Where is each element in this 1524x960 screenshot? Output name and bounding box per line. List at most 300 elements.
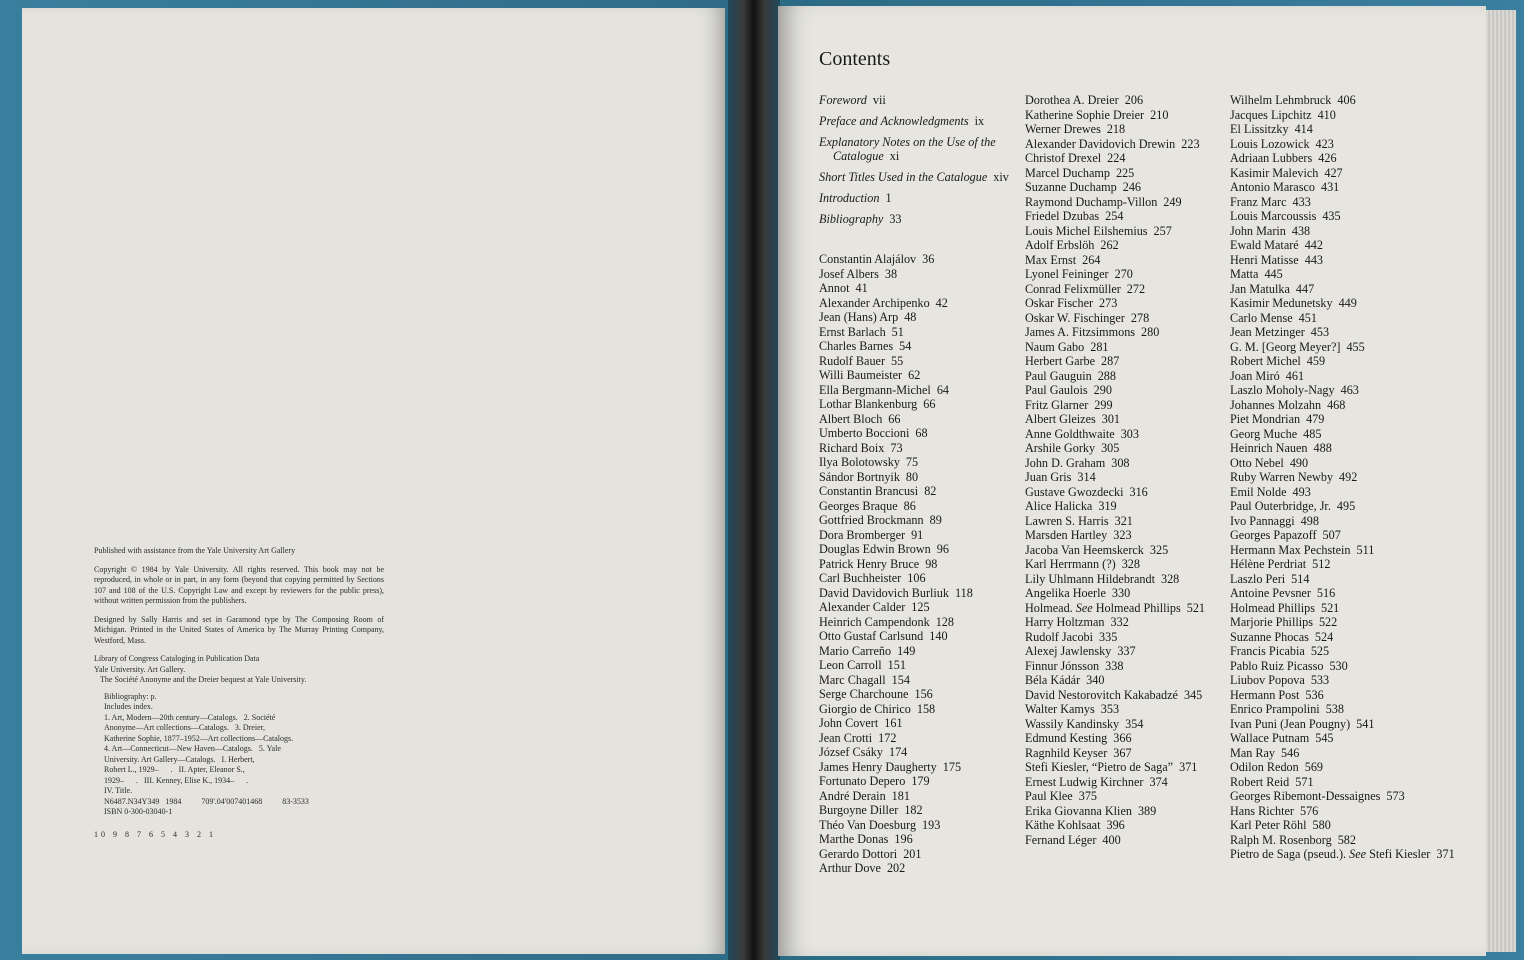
entry-name: Paul Outerbridge, Jr. bbox=[1230, 499, 1331, 513]
contents-entry[interactable] bbox=[1230, 122, 1455, 137]
entry-page: 375 bbox=[1078, 789, 1098, 803]
contents-entry[interactable] bbox=[819, 731, 1019, 746]
contents-entry[interactable] bbox=[1230, 485, 1455, 500]
entry-name: Fritz Glarner bbox=[1025, 397, 1089, 412]
contents-entry[interactable] bbox=[819, 383, 1019, 398]
entry-page: 374 bbox=[1149, 774, 1168, 789]
entry-page: 75 bbox=[905, 455, 919, 469]
contents-entry[interactable] bbox=[1025, 485, 1230, 500]
entry-page: 41 bbox=[855, 281, 868, 295]
contents-entry[interactable] bbox=[819, 615, 1019, 630]
entry-page: 303 bbox=[1120, 426, 1139, 441]
contents-entry[interactable] bbox=[819, 281, 1019, 296]
entry-name: Suzanne Phocas bbox=[1230, 629, 1309, 644]
contents-entry[interactable] bbox=[1025, 572, 1230, 587]
contents-entry[interactable] bbox=[819, 252, 1019, 267]
contents-entry[interactable] bbox=[819, 658, 1019, 673]
contents-entry[interactable] bbox=[1230, 238, 1455, 253]
contents-entry[interactable] bbox=[1230, 514, 1455, 529]
contents-entry[interactable] bbox=[1025, 514, 1230, 529]
entry-page: 290 bbox=[1093, 383, 1112, 397]
contents-entry[interactable] bbox=[819, 267, 1019, 282]
entry-name: Karl Peter Röhl bbox=[1230, 818, 1307, 832]
entry-name: Lyonel Feininger bbox=[1025, 267, 1109, 281]
contents-entry[interactable] bbox=[1230, 441, 1455, 456]
contents-entry[interactable] bbox=[1230, 630, 1455, 645]
entry-page: 546 bbox=[1281, 745, 1300, 760]
entry-name: Conrad Felixmüller bbox=[1025, 281, 1121, 296]
entry-page: 389 bbox=[1137, 803, 1157, 818]
contents-entry[interactable] bbox=[1025, 180, 1230, 195]
contents-entry[interactable] bbox=[819, 339, 1019, 354]
entry-name: Wassily Kandinsky bbox=[1025, 716, 1120, 731]
entry-name: Angelika Hoerle bbox=[1025, 586, 1106, 600]
entry-name: Max Ernst bbox=[1025, 252, 1077, 267]
entry-name: Otto Nebel bbox=[1230, 455, 1284, 470]
contents-entry[interactable] bbox=[819, 818, 1019, 833]
entry-page: 423 bbox=[1315, 136, 1334, 151]
entry-name: Walter Kamys bbox=[1025, 702, 1095, 716]
contents-entry[interactable] bbox=[1230, 369, 1455, 384]
entry-name: Josef Albers bbox=[819, 266, 879, 281]
entry-name: Jean (Hans) Arp bbox=[819, 310, 899, 324]
entry-name: Ilya Bolotowsky bbox=[819, 455, 900, 469]
contents-entry[interactable] bbox=[1230, 151, 1455, 166]
contents-entry[interactable] bbox=[1230, 311, 1455, 326]
contents-entry[interactable] bbox=[1025, 325, 1230, 340]
contents-entry[interactable] bbox=[1025, 354, 1230, 369]
entry-page: 516 bbox=[1316, 586, 1336, 600]
contents-entry[interactable] bbox=[1230, 253, 1455, 268]
entry-name: Antoine Pevsner bbox=[1230, 586, 1311, 600]
entry-name: Ruby Warren Newby bbox=[1230, 470, 1334, 484]
entry-page: 498 bbox=[1300, 513, 1319, 528]
entry-page: 218 bbox=[1106, 122, 1126, 136]
contents-entry[interactable] bbox=[1230, 804, 1455, 819]
entry-name: Arshile Gorky bbox=[1025, 441, 1096, 455]
contents-entry[interactable] bbox=[1230, 601, 1455, 616]
contents-entry[interactable] bbox=[819, 296, 1019, 311]
contents-entry[interactable] bbox=[819, 441, 1019, 456]
entry-page: 337 bbox=[1117, 644, 1136, 658]
contents-entry[interactable] bbox=[819, 803, 1019, 818]
contents-entry[interactable] bbox=[1025, 282, 1230, 297]
entry-page: 181 bbox=[891, 788, 910, 803]
entry-name: G. M. [Georg Meyer?] bbox=[1230, 339, 1341, 354]
contents-entry[interactable] bbox=[1230, 325, 1455, 340]
entry-page: 447 bbox=[1295, 281, 1315, 296]
see-target: Holmead Phillips bbox=[1095, 600, 1181, 615]
entry-name: Paul Gaulois bbox=[1025, 383, 1088, 397]
contents-entry[interactable] bbox=[1025, 557, 1230, 572]
contents-entry[interactable] bbox=[1025, 789, 1230, 804]
contents-entry[interactable] bbox=[1025, 586, 1230, 601]
front-matter-label: Bibliography bbox=[819, 212, 884, 226]
contents-entry[interactable] bbox=[1025, 601, 1230, 616]
contents-entry[interactable] bbox=[1025, 543, 1230, 558]
contents-entry[interactable] bbox=[1230, 180, 1455, 195]
contents-entry[interactable] bbox=[1025, 398, 1230, 413]
contents-entry[interactable] bbox=[819, 832, 1019, 847]
entry-name: Francis Picabia bbox=[1230, 644, 1305, 658]
contents-entry[interactable] bbox=[1025, 731, 1230, 746]
entry-name: Erika Giovanna Klien bbox=[1025, 803, 1132, 818]
contents-entry[interactable] bbox=[1230, 644, 1455, 659]
contents-entry[interactable] bbox=[819, 397, 1019, 412]
contents-entry[interactable] bbox=[819, 571, 1019, 586]
entry-name: Matta bbox=[1230, 267, 1259, 281]
contents-entry[interactable] bbox=[1230, 847, 1455, 862]
entry-page: 445 bbox=[1264, 267, 1283, 281]
contents-entry[interactable] bbox=[1025, 702, 1230, 717]
contents-entry[interactable] bbox=[1230, 731, 1455, 746]
entry-name: Ernest Ludwig Kirchner bbox=[1025, 774, 1144, 789]
entry-page: 524 bbox=[1314, 629, 1334, 644]
entry-page: 453 bbox=[1310, 325, 1330, 339]
entry-page: 449 bbox=[1338, 296, 1357, 310]
contents-entry[interactable] bbox=[1230, 746, 1455, 761]
contents-entry[interactable] bbox=[1025, 369, 1230, 384]
contents-entry[interactable] bbox=[1230, 470, 1455, 485]
contents-entry[interactable] bbox=[1025, 717, 1230, 732]
cip-line: ISBN 0-300-03040-1 bbox=[104, 807, 173, 816]
contents-entry[interactable] bbox=[1230, 543, 1455, 558]
entry-name: Stefi Kiesler, “Pietro de Saga” bbox=[1025, 760, 1174, 774]
contents-entry[interactable] bbox=[1025, 688, 1230, 703]
contents-entry[interactable] bbox=[819, 368, 1019, 383]
contents-entry[interactable] bbox=[819, 325, 1019, 340]
contents-entry[interactable] bbox=[819, 600, 1019, 615]
entry-page: 442 bbox=[1304, 238, 1323, 252]
entry-page: 410 bbox=[1317, 107, 1336, 122]
contents-entry[interactable] bbox=[819, 789, 1019, 804]
entry-page: 455 bbox=[1346, 339, 1365, 354]
contents-entry[interactable] bbox=[1230, 789, 1455, 804]
entry-page: 262 bbox=[1100, 238, 1119, 252]
contents-entry[interactable] bbox=[819, 354, 1019, 369]
entry-page: 128 bbox=[935, 614, 954, 629]
contents-entry[interactable] bbox=[819, 557, 1019, 572]
entry-name: Fortunato Depero bbox=[819, 774, 906, 788]
entry-page: 73 bbox=[890, 440, 903, 455]
entry-page: 96 bbox=[936, 542, 949, 556]
entry-name: Man Ray bbox=[1230, 745, 1276, 760]
contents-entry[interactable] bbox=[1025, 760, 1230, 775]
entry-page: 193 bbox=[922, 817, 941, 832]
entry-page: 140 bbox=[929, 629, 948, 643]
contents-entry[interactable] bbox=[819, 629, 1019, 644]
entry-page: 288 bbox=[1097, 368, 1116, 383]
entry-page: 316 bbox=[1129, 484, 1148, 499]
entry-name: Marthe Donas bbox=[819, 832, 889, 846]
see-target: Stefi Kiesler bbox=[1369, 847, 1431, 861]
entry-name: Finnur Jónsson bbox=[1025, 658, 1100, 673]
contents-entry[interactable] bbox=[1025, 311, 1230, 326]
entry-name: Louis Michel Eilshemius bbox=[1025, 223, 1148, 238]
contents-entry[interactable] bbox=[1025, 122, 1230, 137]
contents-entry[interactable] bbox=[1230, 398, 1455, 413]
contents-entry[interactable] bbox=[1230, 818, 1455, 833]
contents-entry[interactable] bbox=[819, 861, 1019, 876]
contents-entry[interactable] bbox=[1025, 383, 1230, 398]
contents-entry[interactable] bbox=[1025, 746, 1230, 761]
contents-entry[interactable] bbox=[1230, 108, 1455, 123]
front-matter-page: vii bbox=[872, 93, 886, 107]
contents-entry[interactable] bbox=[1230, 354, 1455, 369]
contents-entry[interactable] bbox=[1025, 166, 1230, 181]
contents-entry[interactable] bbox=[1025, 412, 1230, 427]
contents-entry[interactable] bbox=[819, 542, 1019, 557]
entry-page: 82 bbox=[924, 484, 937, 498]
entry-page: 225 bbox=[1115, 165, 1135, 180]
entry-name: Arthur Dove bbox=[819, 861, 881, 875]
entry-name: Werner Drewes bbox=[1025, 122, 1101, 136]
contents-column-3 bbox=[1230, 93, 1455, 862]
contents-entry[interactable] bbox=[819, 455, 1019, 470]
contents-entry[interactable] bbox=[1025, 775, 1230, 790]
contents-entry[interactable] bbox=[1025, 470, 1230, 485]
entry-page: 151 bbox=[887, 658, 906, 672]
contents-entry[interactable] bbox=[819, 484, 1019, 499]
contents-entry[interactable] bbox=[1230, 224, 1455, 239]
contents-entry[interactable] bbox=[1025, 644, 1230, 659]
entry-name: Franz Marc bbox=[1230, 194, 1287, 209]
entry-page: 507 bbox=[1322, 528, 1341, 542]
entry-name: Christof Drexel bbox=[1025, 151, 1102, 165]
contents-entry[interactable] bbox=[1230, 340, 1455, 355]
contents-entry[interactable] bbox=[819, 528, 1019, 543]
contents-entry[interactable] bbox=[1025, 238, 1230, 253]
front-matter-page: xi bbox=[889, 149, 900, 163]
front-matter-label: Explanatory Notes on the Use of the Catalogue bbox=[819, 135, 996, 163]
entry-page: 545 bbox=[1315, 731, 1334, 745]
entry-page: 158 bbox=[916, 701, 936, 716]
entry-name: Gottfried Brockmann bbox=[819, 513, 924, 527]
contents-entry[interactable] bbox=[819, 644, 1019, 659]
contents-entry[interactable] bbox=[819, 702, 1019, 717]
contents-entry[interactable] bbox=[1025, 296, 1230, 311]
entry-name: Wallace Putnam bbox=[1230, 731, 1310, 745]
contents-entry[interactable] bbox=[1025, 456, 1230, 471]
contents-entry[interactable] bbox=[1230, 688, 1455, 703]
cip-line: Katherine Sophie, 1877–1952—Art collections—Catalogs. bbox=[104, 733, 294, 743]
contents-entry[interactable] bbox=[1025, 833, 1230, 848]
entry-name: Johannes Molzahn bbox=[1230, 397, 1322, 412]
contents-entry[interactable] bbox=[1230, 456, 1455, 471]
contents-entry[interactable] bbox=[1230, 615, 1455, 630]
entry-page: 433 bbox=[1292, 194, 1311, 209]
contents-entry[interactable] bbox=[1230, 572, 1455, 587]
entry-page: 210 bbox=[1150, 107, 1169, 122]
contents-entry[interactable] bbox=[819, 513, 1019, 528]
contents-entry[interactable] bbox=[819, 847, 1019, 862]
contents-entry[interactable] bbox=[819, 412, 1019, 427]
contents-entry[interactable] bbox=[1230, 528, 1455, 543]
contents-entry[interactable] bbox=[1230, 209, 1455, 224]
contents-entry[interactable] bbox=[1025, 108, 1230, 123]
contents-entry[interactable] bbox=[1230, 412, 1455, 427]
contents-entry[interactable] bbox=[1025, 499, 1230, 514]
entry-page: 206 bbox=[1124, 93, 1144, 107]
entry-name: Joan Miró bbox=[1230, 368, 1280, 383]
entry-name: Oskar W. Fischinger bbox=[1025, 310, 1125, 325]
front-matter-entry[interactable] bbox=[819, 170, 1019, 184]
contents-entry[interactable] bbox=[1025, 340, 1230, 355]
contents-entry[interactable] bbox=[1025, 195, 1230, 210]
entry-name: József Csáky bbox=[819, 745, 883, 759]
entry-page: 179 bbox=[911, 774, 930, 788]
entry-name: Béla Kádár bbox=[1025, 673, 1081, 687]
entry-name: Pablo Ruiz Picasso bbox=[1230, 658, 1324, 673]
entry-name: Otto Gustaf Carlsund bbox=[819, 629, 924, 643]
front-matter-entry[interactable] bbox=[819, 135, 1019, 163]
entry-page: 435 bbox=[1322, 209, 1341, 223]
front-matter-page: ix bbox=[974, 114, 985, 128]
contents-entry[interactable] bbox=[1025, 673, 1230, 688]
contents-entry[interactable] bbox=[1230, 702, 1455, 717]
contents-entry[interactable] bbox=[1025, 818, 1230, 833]
entry-name: Paul Klee bbox=[1025, 789, 1073, 803]
contents-entry[interactable] bbox=[1025, 804, 1230, 819]
entry-name: Louis Lozowick bbox=[1230, 136, 1310, 151]
entry-page: 308 bbox=[1111, 455, 1130, 470]
contents-entry[interactable] bbox=[1230, 717, 1455, 732]
contents-entry[interactable] bbox=[819, 760, 1019, 775]
entry-name: Willi Baumeister bbox=[819, 368, 903, 382]
entry-name: David Nestorovitch Kakabadzé bbox=[1025, 687, 1178, 702]
contents-entry[interactable] bbox=[1025, 253, 1230, 268]
contents-entry[interactable] bbox=[1025, 441, 1230, 456]
entry-name: Piet Mondrian bbox=[1230, 412, 1301, 426]
contents-entry[interactable] bbox=[1025, 267, 1230, 282]
entry-page: 62 bbox=[908, 368, 921, 382]
contents-entry[interactable] bbox=[1230, 673, 1455, 688]
entry-name: Ralph M. Rosenborg bbox=[1230, 832, 1332, 847]
entry-name: Marsden Hartley bbox=[1025, 528, 1108, 542]
entry-page: 521 bbox=[1186, 600, 1206, 615]
entry-name: Georges Ribemont-Dessaignes bbox=[1230, 789, 1381, 803]
entry-page: 511 bbox=[1356, 542, 1375, 557]
contents-entry[interactable] bbox=[1230, 166, 1455, 181]
contents-entry[interactable] bbox=[819, 470, 1019, 485]
entry-page: 301 bbox=[1101, 412, 1121, 426]
entry-name: Gerardo Dottori bbox=[819, 846, 898, 861]
entry-page: 154 bbox=[891, 672, 910, 687]
entry-page: 426 bbox=[1318, 151, 1337, 165]
contents-entry[interactable] bbox=[1230, 195, 1455, 210]
contents-entry[interactable] bbox=[1230, 282, 1455, 297]
contents-entry[interactable] bbox=[819, 687, 1019, 702]
entry-page: 42 bbox=[935, 295, 948, 310]
entry-page: 580 bbox=[1312, 818, 1331, 832]
contents-entry[interactable] bbox=[819, 426, 1019, 441]
contents-entry[interactable] bbox=[1025, 137, 1230, 152]
contents-entry[interactable] bbox=[1025, 659, 1230, 674]
contents-entry[interactable] bbox=[1025, 528, 1230, 543]
contents-entry[interactable] bbox=[1230, 427, 1455, 442]
contents-entry[interactable] bbox=[1230, 659, 1455, 674]
entry-page: 461 bbox=[1285, 368, 1305, 383]
contents-entry[interactable] bbox=[1230, 775, 1455, 790]
contents-entry[interactable] bbox=[1230, 586, 1455, 601]
contents-entry[interactable] bbox=[1230, 137, 1455, 152]
entry-name: Pietro de Saga (pseud.). bbox=[1230, 847, 1347, 861]
contents-entry[interactable] bbox=[1230, 93, 1455, 108]
entry-name: Laszlo Peri bbox=[1230, 571, 1286, 586]
contents-entry[interactable] bbox=[1025, 209, 1230, 224]
contents-entry[interactable] bbox=[1025, 615, 1230, 630]
entry-name: Georges Braque bbox=[819, 498, 898, 513]
cip-line: N6487.N34Y349 1984 709'.04'007401468 83-3533 bbox=[104, 796, 309, 806]
contents-entry[interactable] bbox=[1230, 267, 1455, 282]
front-matter-entry[interactable] bbox=[819, 191, 1019, 205]
entry-page: 479 bbox=[1306, 412, 1325, 426]
copyright-imprint bbox=[94, 546, 384, 840]
contents-entry[interactable] bbox=[1025, 427, 1230, 442]
contents-entry[interactable] bbox=[1230, 296, 1455, 311]
entry-page: 278 bbox=[1130, 310, 1150, 325]
front-matter-entry[interactable] bbox=[819, 93, 1019, 107]
contents-entry[interactable] bbox=[1230, 833, 1455, 848]
entry-page: 201 bbox=[903, 846, 922, 861]
contents-entry[interactable] bbox=[1025, 93, 1230, 108]
lc-line-1: Yale University. Art Gallery. bbox=[94, 664, 186, 674]
contents-entry[interactable] bbox=[1230, 383, 1455, 398]
contents-title: Contents bbox=[819, 48, 891, 70]
entry-name: Alexej Jawlensky bbox=[1025, 644, 1112, 658]
entry-name: Jacoba Van Heemskerck bbox=[1025, 542, 1144, 557]
entry-page: 431 bbox=[1320, 180, 1340, 194]
entry-page: 80 bbox=[905, 469, 919, 484]
lc-heading: Library of Congress Cataloging in Publication Data bbox=[94, 654, 260, 663]
entry-page: 172 bbox=[878, 730, 897, 745]
contents-entry[interactable] bbox=[1230, 760, 1455, 775]
contents-entry[interactable] bbox=[819, 310, 1019, 325]
contents-column-1 bbox=[819, 93, 1019, 876]
entry-page: 495 bbox=[1336, 499, 1356, 513]
entry-page: 396 bbox=[1106, 818, 1125, 832]
contents-entry[interactable] bbox=[1025, 151, 1230, 166]
contents-entry[interactable] bbox=[819, 586, 1019, 601]
entry-page: 335 bbox=[1099, 629, 1118, 644]
contents-entry[interactable] bbox=[819, 673, 1019, 688]
entry-name: Carl Buchheister bbox=[819, 571, 902, 585]
entry-name: Alexander Davidovich Drewin bbox=[1025, 136, 1176, 151]
front-matter-entry[interactable] bbox=[819, 212, 1019, 226]
entry-name: Ewald Mataré bbox=[1230, 238, 1299, 252]
contents-entry[interactable] bbox=[1025, 224, 1230, 239]
entry-name: Hélène Perdriat bbox=[1230, 557, 1307, 571]
entry-name: John D. Graham bbox=[1025, 455, 1106, 470]
entry-page: 330 bbox=[1111, 586, 1131, 600]
contents-entry[interactable] bbox=[1230, 557, 1455, 572]
contents-entry[interactable] bbox=[1025, 630, 1230, 645]
entry-name: Annot bbox=[819, 281, 850, 295]
contents-entry[interactable] bbox=[819, 716, 1019, 731]
contents-entry[interactable] bbox=[819, 499, 1019, 514]
entry-page: 89 bbox=[929, 513, 942, 527]
contents-entry[interactable] bbox=[819, 745, 1019, 760]
cip-line: 1. Art, Modern—20th century—Catalogs. 2. Société bbox=[104, 712, 276, 722]
front-matter-entry[interactable] bbox=[819, 114, 1019, 128]
entry-page: 492 bbox=[1339, 470, 1358, 484]
entry-page: 573 bbox=[1386, 789, 1405, 803]
entry-page: 468 bbox=[1327, 397, 1346, 412]
contents-entry[interactable] bbox=[1230, 499, 1455, 514]
entry-name: Naum Gabo bbox=[1025, 339, 1085, 354]
contents-entry[interactable] bbox=[819, 774, 1019, 789]
entry-page: 406 bbox=[1337, 93, 1356, 107]
